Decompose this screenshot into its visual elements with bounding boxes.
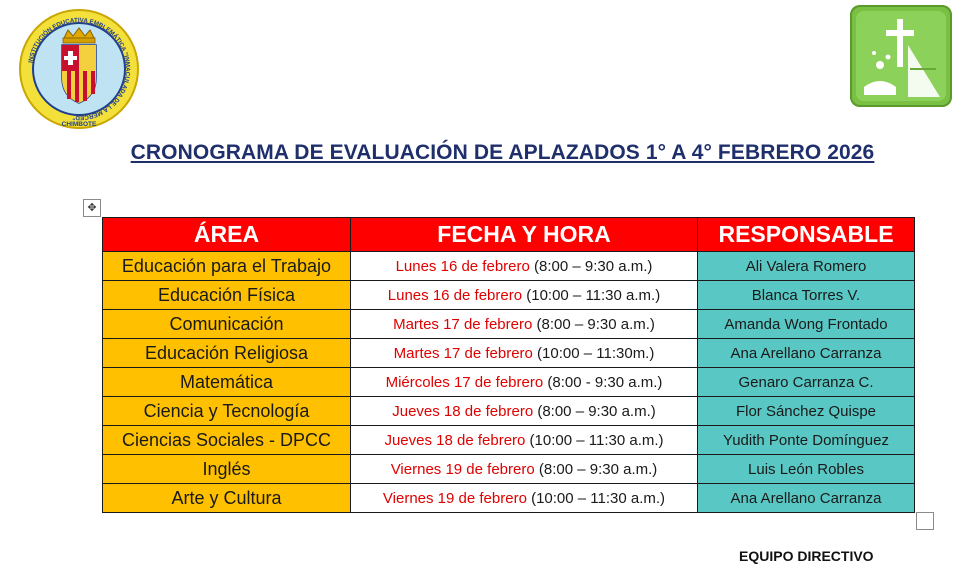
table-row <box>103 368 915 397</box>
cell-responsable: Flor Sánchez Quispe <box>698 397 915 426</box>
page-title: CRONOGRAMA DE EVALUACIÓN DE APLAZADOS 1° A 4° FEBRERO 2026 <box>130 141 875 164</box>
cell-fecha-hora <box>351 426 698 455</box>
cell-fecha-hora <box>351 455 698 484</box>
cell-area: Arte y Cultura <box>103 484 351 513</box>
cell-fecha-hora <box>351 484 698 513</box>
cell-area: Educación para el Trabajo <box>103 252 351 281</box>
table-header-row <box>103 218 915 252</box>
cell-fecha-hora <box>351 252 698 281</box>
cell-hora: (8:00 – 9:30 a.m.) <box>529 257 653 275</box>
table-row <box>103 252 915 281</box>
cell-area: Ciencia y Tecnología <box>103 397 351 426</box>
footer-signature: EQUIPO DIRECTIVO <box>739 548 874 564</box>
cell-hora: (8:00 - 9:30 a.m.) <box>543 373 663 391</box>
header-fecha: FECHA Y HORA <box>351 218 698 252</box>
cell-area: Educación Religiosa <box>103 339 351 368</box>
cell-hora: (8:00 – 9:30 a.m.) <box>534 460 658 478</box>
table-row <box>103 310 915 339</box>
cell-fecha: Viernes 19 de febrero <box>382 489 527 507</box>
cell-hora: (8:00 – 9:30 a.m.) <box>532 315 655 333</box>
cross-church-logo-icon <box>850 5 952 107</box>
cell-area: Matemática <box>103 368 351 397</box>
cell-responsable: Yudith Ponte Domínguez <box>698 426 915 455</box>
cell-fecha-hora <box>351 339 698 368</box>
cell-responsable: Amanda Wong Frontado <box>698 310 915 339</box>
school-crest-logo <box>18 8 140 130</box>
parish-logo <box>850 5 952 107</box>
table-resize-handle[interactable] <box>916 512 934 530</box>
cell-fecha-hora <box>351 368 698 397</box>
cell-responsable: Luis León Robles <box>698 455 915 484</box>
cell-fecha: Miércoles 17 de febrero <box>385 373 544 391</box>
cell-hora: (10:00 – 11:30 a.m.) <box>522 286 661 304</box>
cell-area: Ciencias Sociales - DPCC <box>103 426 351 455</box>
schedule-table <box>102 217 915 513</box>
cell-hora: (10:00 – 11:30 a.m.) <box>525 431 664 449</box>
cell-responsable: Blanca Torres V. <box>698 281 915 310</box>
table-move-handle-icon[interactable]: ✥ <box>83 199 101 217</box>
cell-fecha: Viernes 19 de febrero <box>390 460 535 478</box>
cell-fecha: Martes 17 de febrero <box>393 315 533 333</box>
cell-fecha: Jueves 18 de febrero <box>392 402 534 420</box>
cell-fecha: Lunes 16 de febrero <box>387 286 523 304</box>
cell-fecha: Lunes 16 de febrero <box>395 257 530 275</box>
cell-fecha-hora <box>351 281 698 310</box>
cell-area: Educación Física <box>103 281 351 310</box>
header-responsable: RESPONSABLE <box>698 218 915 252</box>
table-row <box>103 397 915 426</box>
table-row <box>103 339 915 368</box>
cell-fecha-hora <box>351 397 698 426</box>
cell-fecha-hora <box>351 310 698 339</box>
table-row <box>103 455 915 484</box>
cell-area: Inglés <box>103 455 351 484</box>
cell-hora: (8:00 – 9:30 a.m.) <box>533 402 656 420</box>
header-area: ÁREA <box>103 218 351 252</box>
cell-responsable: Ana Arellano Carranza <box>698 484 915 513</box>
table-row <box>103 426 915 455</box>
crest-ring-text: INSTITUCIÓN EDUCATIVA EMBLEMÁTICA "INMACULADA DE LA MERCED" <box>27 16 132 122</box>
cell-hora: (10:00 – 11:30m.) <box>532 344 655 362</box>
table-row <box>103 281 915 310</box>
table-row <box>103 484 915 513</box>
cell-responsable: Ana Arellano Carranza <box>698 339 915 368</box>
cell-fecha: Martes 17 de febrero <box>393 344 533 362</box>
cell-responsable: Genaro Carranza C. <box>698 368 915 397</box>
cell-responsable: Ali Valera Romero <box>698 252 915 281</box>
cell-area: Comunicación <box>103 310 351 339</box>
cell-hora: (10:00 – 11:30 a.m.) <box>526 489 666 507</box>
crest-bottom-text: CHIMBOTE <box>61 121 97 128</box>
cell-fecha: Jueves 18 de febrero <box>384 431 526 449</box>
